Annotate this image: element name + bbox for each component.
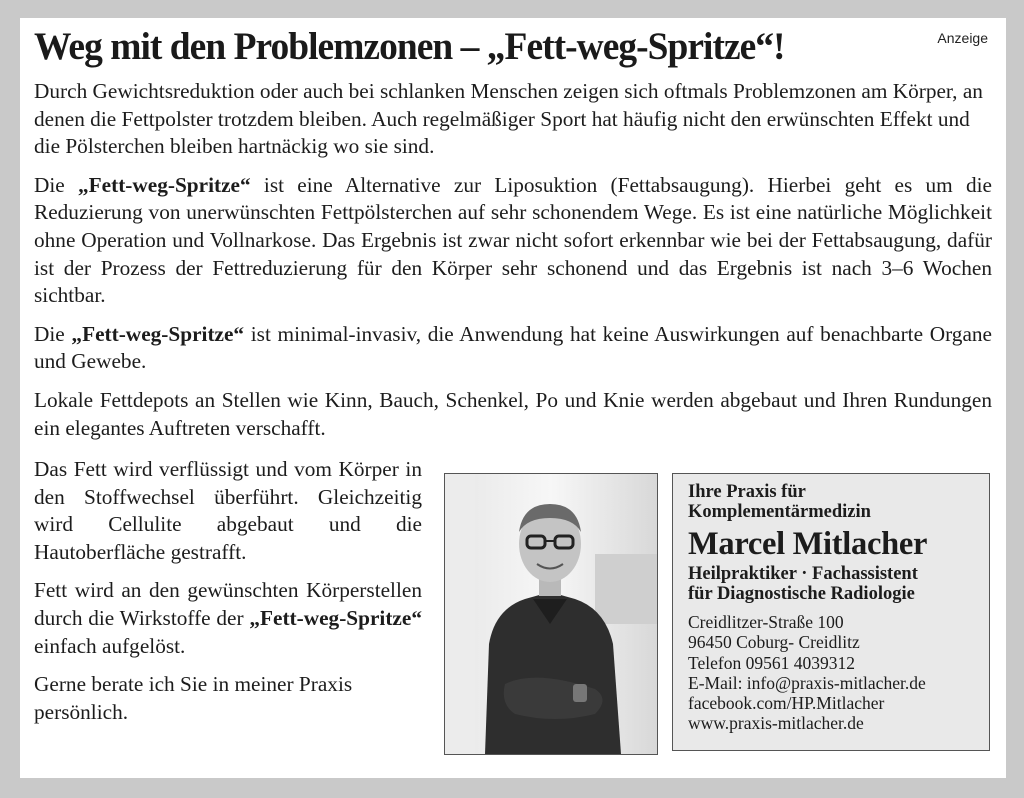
paragraph-fat-deposits: Lokale Fettdepots an Stellen wie Kinn, Bauch, Schenkel, Po und Knie werden abgebaut und Ihren Rundungen ein elegantes Auftreten verschafft.: [34, 387, 992, 440]
product-name: „Fett-weg-Spritze“: [71, 321, 245, 346]
text-span: ist eine Alternative zur Liposuktion (Fettabsaugung). Hierbei geht es um die Reduzierung von unerwünschten Fettpölsterchen auf sehr schonendem Wege. Es ist eine natürliche Möglichkeit ohne Operation und Vollnarkose. Das Ergebnis ist zwar nicht sofort erkennbar wie bei der Fettabsaugung, dafür ist der Prozess der Fettreduzierung für den Körper sehr schonend und das Ergebnis ist nach 3–6 Wochen sichtbar.: [34, 172, 992, 308]
text-span: einfach aufgelöst.: [34, 633, 186, 658]
paragraph-minimal-invasive: [34, 321, 992, 376]
practice-type: Komplementärmedizin: [688, 502, 871, 522]
website-link: www.praxis-mitlacher.de: [688, 713, 864, 734]
portrait-photo: [444, 473, 658, 755]
phone-number: Telefon 09561 4039312: [688, 652, 855, 673]
product-name: „Fett-weg-Spritze“: [249, 605, 422, 630]
contact-box: [672, 473, 990, 751]
address-street: Creidlitzer-Straße 100: [688, 612, 844, 632]
paragraph-metabolism: Das Fett wird verflüssigt und vom Körper in den Stoffwechsel überführt. Gleichzeitig wird Cellulite abgebaut und die Hautoberfläche gestrafft.: [34, 457, 422, 564]
advertisement-page: [20, 18, 1006, 778]
facebook-link: facebook.com/HP.Mitlacher: [688, 693, 885, 714]
spacer: [688, 604, 989, 612]
text-span: ist minimal-invasiv, die Anwendung hat keine Auswirkungen auf benachbarte Organe und Gewebe.: [34, 321, 993, 374]
practitioner-name: Marcel Mitlacher: [688, 526, 928, 562]
address-city: 96450 Coburg- Creidlitz: [688, 632, 860, 653]
paragraph-dissolve: [34, 577, 422, 660]
email-address: E-Mail: info@praxis-mitlacher.de: [688, 672, 926, 693]
body-text: [34, 78, 992, 453]
paragraph-consultation: Gerne berate ich Sie in meiner Praxis persönlich.: [34, 672, 353, 724]
practice-line: Ihre Praxis für: [688, 482, 806, 502]
portrait-illustration: [445, 474, 657, 754]
headline: Weg mit den Problemzonen – „Fett-weg-Spritze“!: [34, 25, 785, 68]
practitioner-specialty: für Diagnostische Radiologie: [688, 584, 915, 604]
ad-label: Anzeige: [937, 30, 988, 46]
text-span: Die: [34, 321, 72, 346]
text-span: Fett wird an den gewünschten Körperstellen durch die Wirkstoffe der: [34, 578, 422, 630]
paragraph-alternative: [34, 172, 992, 310]
product-name: „Fett-weg-Spritze“: [78, 172, 251, 197]
practitioner-title: Heilpraktiker · Fachassistent: [688, 564, 918, 584]
paragraph-intro: Durch Gewichtsreduktion oder auch bei schlanken Menschen zeigen sich oftmals Problemzonen am Körper, an denen die Fettpolster trotzdem bleiben. Auch regelmäßiger Sport hat häufig nicht den erwünschten Effekt und die Pölsterchen bleiben hartnäckig wo sie sind.: [34, 79, 983, 159]
left-column: [34, 456, 422, 737]
text-span: Die: [34, 172, 78, 197]
